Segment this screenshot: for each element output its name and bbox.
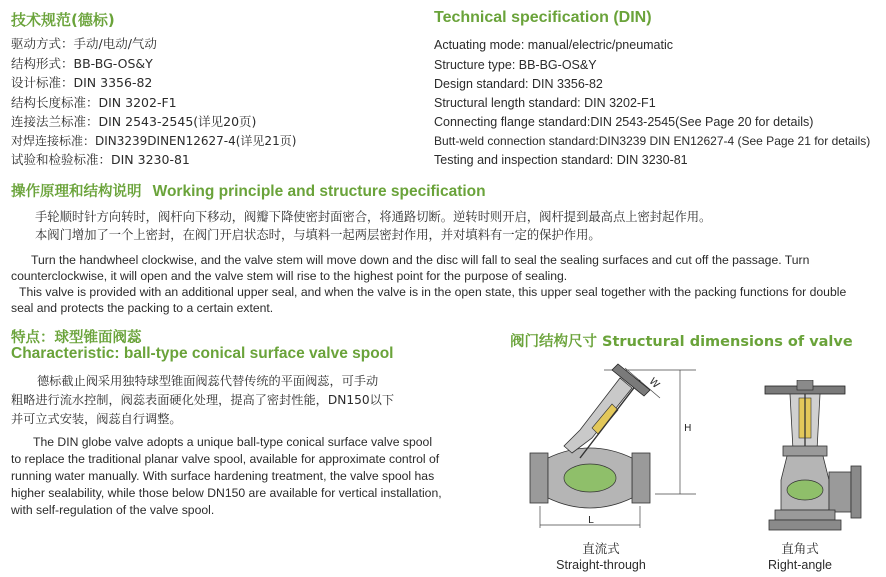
char-title-en: Characteristic: ball-type conical surface valve spool bbox=[11, 345, 394, 362]
spec-en-line: Actuating mode: manual/electric/pneumatic bbox=[434, 38, 674, 52]
spec-en-title: Technical specification (DIN) bbox=[434, 9, 652, 26]
straight-through-caption-cn: 直流式 bbox=[582, 541, 620, 556]
spec-en-line: Connecting flange standard:DIN 2543-2545(See Page 20 for details) bbox=[434, 115, 814, 129]
dim-w-label: W bbox=[646, 376, 662, 391]
char-en-line: with self-regulation of the valve spool. bbox=[11, 503, 215, 517]
spec-en-line: Testing and inspection standard: DIN 3230-81 bbox=[434, 153, 688, 167]
spec-cn-line: 对焊连接标准：DIN3239DINEN12627-4(详见21页) bbox=[11, 134, 297, 148]
char-en-line: higher sealability, while those below DN150 are available for vertical installation, bbox=[11, 486, 442, 500]
dim-h-label: H bbox=[684, 423, 692, 434]
spec-cn-line: 结构长度标准：DIN 3202-F1 bbox=[11, 95, 177, 110]
right-angle-caption-en: Right-angle bbox=[768, 558, 832, 572]
char-en-text bbox=[11, 434, 442, 519]
char-en-line: to replace the traditional planar valve spool, available for approximate control of bbox=[11, 452, 440, 466]
spec-en-line: Structure type: BB-BG-OS&Y bbox=[434, 58, 597, 72]
working-en-line: counterclockwise, it will open and the valve stem will rise to the highest point for the purpose of sealing. bbox=[11, 269, 568, 283]
working-title bbox=[11, 180, 486, 201]
spec-en-line: Design standard: DIN 3356-82 bbox=[434, 77, 603, 91]
working-en-line: Turn the handwheel clockwise, and the valve stem will move down and the disc will fall to seal the sealing surfaces and cut off the passage. Turn bbox=[31, 253, 810, 267]
char-cn-line: 并可立式安装，阀蕊自行调整。 bbox=[11, 412, 182, 426]
spec-cn-line: 驱动方式：手动/电动/气动 bbox=[11, 36, 157, 51]
working-title-en: Working principle and structure specification bbox=[152, 183, 486, 200]
spec-cn-title: 技术规范(德标) bbox=[11, 11, 115, 29]
spec-cn-line: 设计标准：DIN 3356-82 bbox=[11, 75, 153, 90]
straight-through-valve-drawing bbox=[520, 358, 725, 543]
spec-en-line: Structural length standard: DIN 3202-F1 bbox=[434, 96, 656, 110]
char-en-line: The DIN globe valve adopts a unique ball-type conical surface valve spool bbox=[33, 435, 433, 449]
spec-cn-line: 连接法兰标准：DIN 2543-2545(详见20页) bbox=[11, 114, 257, 129]
spec-en-line: Butt-weld connection standard:DIN3239 DIN EN12627-4 (See Page 21 for details) bbox=[434, 134, 871, 148]
working-title-cn: 操作原理和结构说明 bbox=[11, 184, 142, 200]
char-cn-line: 德标截止阀采用独特球型锥面阀蕊代替传统的平面阀蕊，可手动 bbox=[37, 374, 379, 388]
char-en-line: running water manually. With surface hardening treatment, the valve spool has bbox=[11, 469, 435, 483]
char-title-cn: 特点：球型锥面阀蕊 bbox=[11, 330, 142, 346]
right-angle-valve-drawing bbox=[745, 380, 870, 540]
straight-through-caption-en: Straight-through bbox=[556, 558, 646, 572]
spec-cn-line: 结构形式：BB-BG-OS&Y bbox=[11, 56, 153, 71]
structure-title: 阀门结构尺寸 Structural dimensions of valve bbox=[510, 334, 853, 350]
working-cn-line: 手轮顺时针方向转时，阀杆向下移动，阀瓣下降使密封面密合，将通路切断。逆转时则开启，阀杆提到最高点上密封起作用。 bbox=[35, 210, 712, 224]
working-en-line: seal and protects the packing to a certain extent. bbox=[11, 301, 274, 315]
right-angle-caption-cn: 直角式 bbox=[781, 541, 819, 556]
working-cn-line: 本阀门增加了一个上密封，在阀门开启状态时，与填料一起两层密封作用，并对填料有一定的保护作用。 bbox=[35, 228, 601, 242]
working-cn-text bbox=[35, 208, 711, 244]
char-cn-line: 粗略进行流水控制，阀蕊表面硬化处理，提高了密封性能，DN150以下 bbox=[11, 393, 395, 407]
working-en-line: This valve is provided with an additional upper seal, and when the valve is in the open state, this upper seal together with the packing functions for double bbox=[19, 285, 847, 299]
char-cn-text bbox=[11, 372, 394, 429]
dim-l-label: L bbox=[588, 515, 594, 526]
spec-cn-line: 试验和检验标准：DIN 3230-81 bbox=[11, 152, 190, 167]
working-en-text bbox=[11, 252, 871, 316]
